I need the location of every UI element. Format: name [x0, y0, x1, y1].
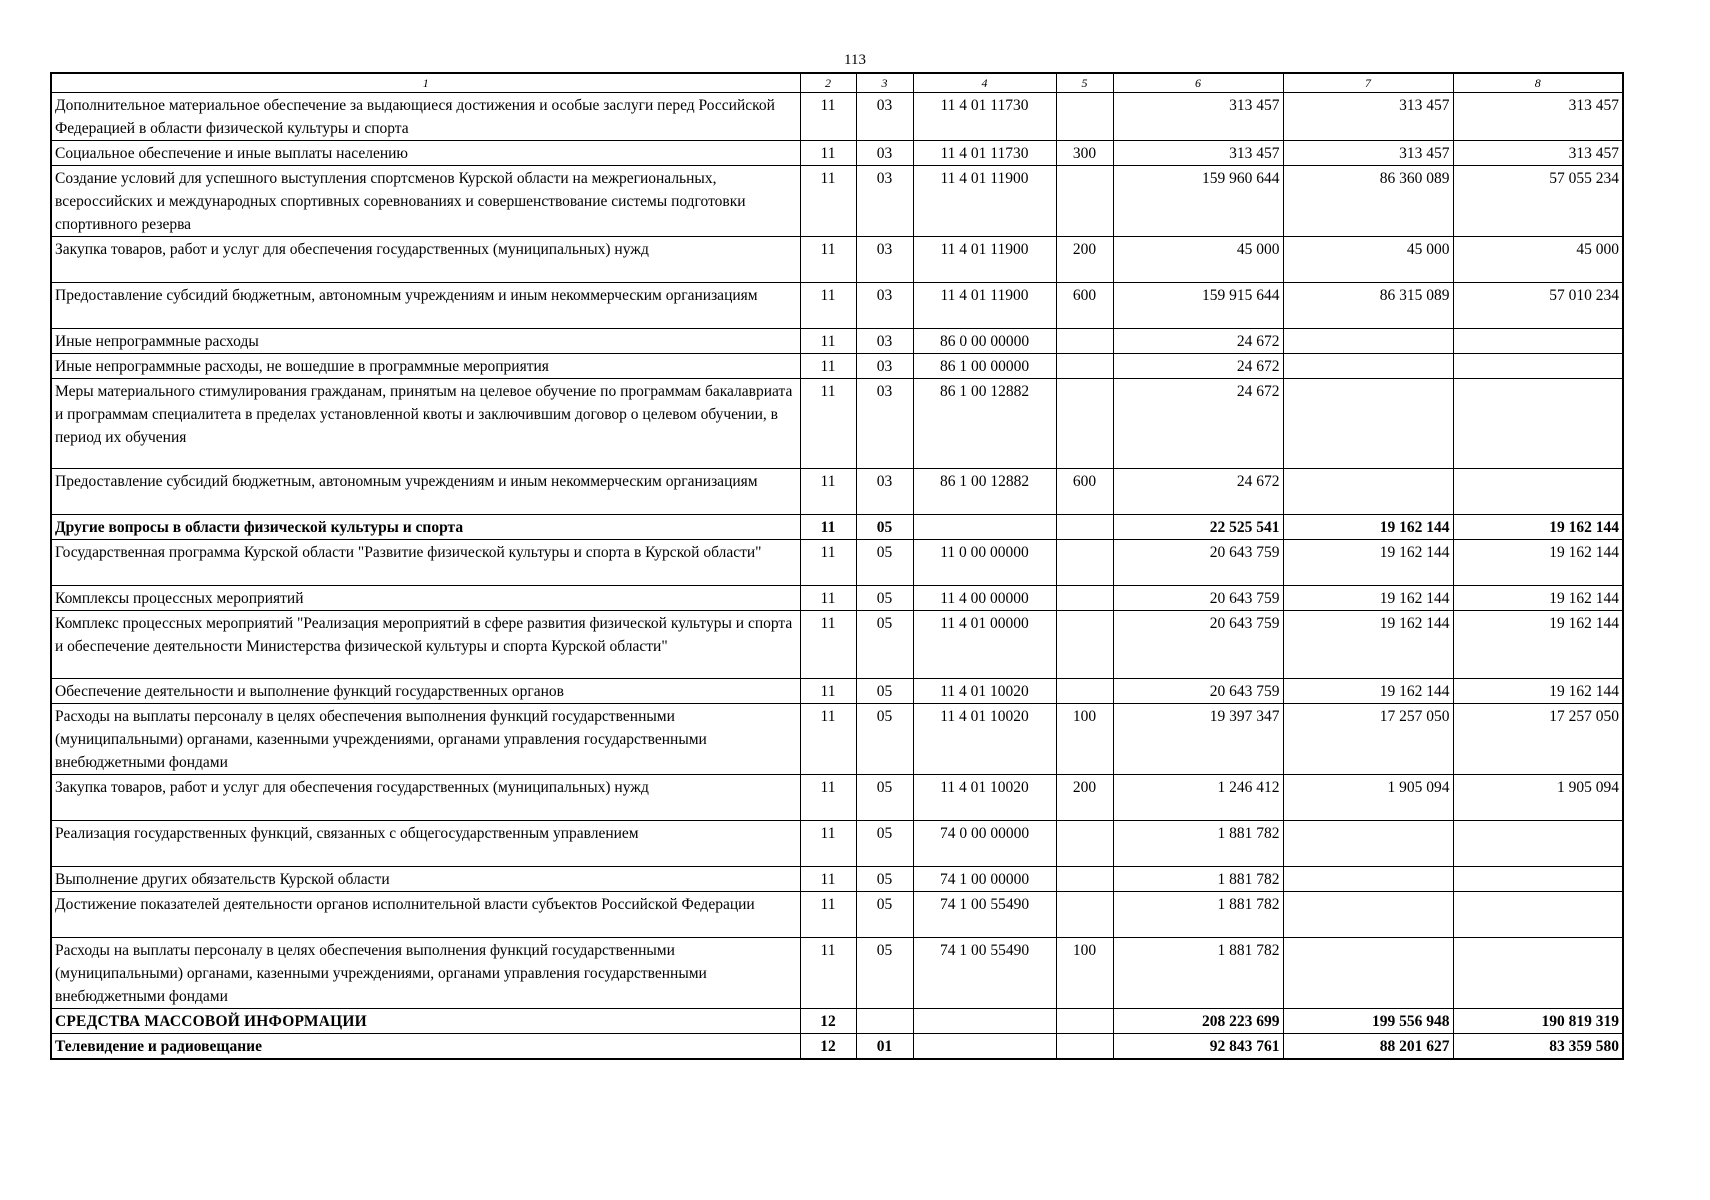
row-name: Закупка товаров, работ и услуг для обеспечения государственных (муниципальных) нужд: [51, 775, 800, 821]
subsection-code: 05: [856, 679, 913, 704]
expense-type-code: [1056, 1009, 1113, 1034]
target-article-code: 74 1 00 00000: [913, 867, 1056, 892]
row-name: Предоставление субсидий бюджетным, автономным учреждениям и иным некоммерческим организациям: [51, 283, 800, 329]
expense-type-code: 600: [1056, 469, 1113, 515]
amount-col-6: 1 881 782: [1113, 938, 1283, 1009]
amount-col-6: 159 915 644: [1113, 283, 1283, 329]
amount-col-8: 57 055 234: [1453, 166, 1623, 237]
amount-col-8: 19 162 144: [1453, 540, 1623, 586]
subsection-code: 03: [856, 237, 913, 283]
section-code: 11: [800, 679, 856, 704]
target-article-code: 11 4 01 11730: [913, 93, 1056, 141]
amount-col-6: 22 525 541: [1113, 515, 1283, 540]
subsection-code: 05: [856, 611, 913, 679]
section-code: 11: [800, 379, 856, 469]
amount-col-6: 1 881 782: [1113, 892, 1283, 938]
amount-col-8: 45 000: [1453, 237, 1623, 283]
expense-type-code: [1056, 515, 1113, 540]
amount-col-6: 208 223 699: [1113, 1009, 1283, 1034]
amount-col-7: 86 315 089: [1283, 283, 1453, 329]
section-code: 11: [800, 283, 856, 329]
expense-type-code: [1056, 867, 1113, 892]
amount-col-6: 24 672: [1113, 329, 1283, 354]
amount-col-6: 20 643 759: [1113, 679, 1283, 704]
target-article-code: 74 1 00 55490: [913, 892, 1056, 938]
target-article-code: [913, 515, 1056, 540]
section-code: 11: [800, 704, 856, 775]
table-row: [51, 354, 1623, 379]
amount-col-7: 19 162 144: [1283, 679, 1453, 704]
amount-col-7: 45 000: [1283, 237, 1453, 283]
amount-col-7: 19 162 144: [1283, 515, 1453, 540]
amount-col-6: 24 672: [1113, 379, 1283, 469]
row-name: Другие вопросы в области физической культуры и спорта: [51, 515, 800, 540]
column-number: 4: [913, 73, 1056, 93]
row-name: Дополнительное материальное обеспечение за выдающиеся достижения и особые заслуги перед Российской Федерацией в области физической культуры и спорта: [51, 93, 800, 141]
section-code: 11: [800, 540, 856, 586]
amount-col-6: 1 881 782: [1113, 867, 1283, 892]
section-code: 11: [800, 329, 856, 354]
row-name: Иные непрограммные расходы: [51, 329, 800, 354]
subsection-code: 03: [856, 469, 913, 515]
amount-col-6: 1 881 782: [1113, 821, 1283, 867]
amount-col-7: [1283, 329, 1453, 354]
column-number: 7: [1283, 73, 1453, 93]
amount-col-7: 199 556 948: [1283, 1009, 1453, 1034]
amount-col-7: [1283, 379, 1453, 469]
column-number: 6: [1113, 73, 1283, 93]
section-code: 12: [800, 1034, 856, 1060]
amount-col-7: 313 457: [1283, 93, 1453, 141]
table-row: [51, 93, 1623, 141]
amount-col-7: 19 162 144: [1283, 540, 1453, 586]
subsection-code: 03: [856, 329, 913, 354]
table-row: [51, 611, 1623, 679]
expense-type-code: [1056, 892, 1113, 938]
target-article-code: 11 4 01 10020: [913, 704, 1056, 775]
expense-type-code: [1056, 329, 1113, 354]
target-article-code: 11 4 00 00000: [913, 586, 1056, 611]
section-code: 11: [800, 141, 856, 166]
amount-col-7: 17 257 050: [1283, 704, 1453, 775]
expense-type-code: 300: [1056, 141, 1113, 166]
target-article-code: 11 4 01 11900: [913, 283, 1056, 329]
amount-col-6: 19 397 347: [1113, 704, 1283, 775]
table-row: [51, 586, 1623, 611]
section-code: 12: [800, 1009, 856, 1034]
section-code: 11: [800, 515, 856, 540]
amount-col-8: [1453, 469, 1623, 515]
amount-col-6: 24 672: [1113, 469, 1283, 515]
row-name: Государственная программа Курской области "Развитие физической культуры и спорта в Курской области": [51, 540, 800, 586]
expense-type-code: [1056, 1034, 1113, 1060]
amount-col-7: [1283, 354, 1453, 379]
amount-col-6: 20 643 759: [1113, 611, 1283, 679]
subsection-code: 05: [856, 938, 913, 1009]
subsection-code: 03: [856, 141, 913, 166]
column-number: 1: [51, 73, 800, 93]
row-name: Социальное обеспечение и иные выплаты населению: [51, 141, 800, 166]
amount-col-6: 20 643 759: [1113, 586, 1283, 611]
table-row: [51, 237, 1623, 283]
subsection-code: 05: [856, 821, 913, 867]
column-number-row: [51, 73, 1623, 93]
expense-type-code: [1056, 821, 1113, 867]
subsection-code: 01: [856, 1034, 913, 1060]
amount-col-8: [1453, 821, 1623, 867]
amount-col-6: 24 672: [1113, 354, 1283, 379]
amount-col-8: [1453, 379, 1623, 469]
table-row: [51, 283, 1623, 329]
table-row: [51, 515, 1623, 540]
amount-col-6: 92 843 761: [1113, 1034, 1283, 1060]
table-row: [51, 1009, 1623, 1034]
expense-type-code: [1056, 679, 1113, 704]
subsection-code: 05: [856, 867, 913, 892]
row-name: Комплексы процессных мероприятий: [51, 586, 800, 611]
section-code: 11: [800, 237, 856, 283]
row-name: Создание условий для успешного выступления спортсменов Курской области на межрегиональных, всероссийских и международных спортивных соревнованиях и совершенствование системы подготовки спортивного резерва: [51, 166, 800, 237]
subsection-code: 03: [856, 379, 913, 469]
amount-col-7: 313 457: [1283, 141, 1453, 166]
amount-col-7: 86 360 089: [1283, 166, 1453, 237]
subsection-code: 05: [856, 586, 913, 611]
amount-col-7: [1283, 892, 1453, 938]
page-number: 113: [844, 52, 866, 68]
amount-col-8: 313 457: [1453, 141, 1623, 166]
row-name: Закупка товаров, работ и услуг для обеспечения государственных (муниципальных) нужд: [51, 237, 800, 283]
section-code: 11: [800, 821, 856, 867]
budget-table: [50, 72, 1624, 1060]
amount-col-8: 19 162 144: [1453, 586, 1623, 611]
expense-type-code: 200: [1056, 775, 1113, 821]
amount-col-6: 159 960 644: [1113, 166, 1283, 237]
section-code: 11: [800, 354, 856, 379]
target-article-code: 11 4 01 00000: [913, 611, 1056, 679]
subsection-code: [856, 1009, 913, 1034]
target-article-code: 74 0 00 00000: [913, 821, 1056, 867]
expense-type-code: [1056, 354, 1113, 379]
subsection-code: 03: [856, 283, 913, 329]
table-row: [51, 141, 1623, 166]
section-code: 11: [800, 611, 856, 679]
amount-col-7: 88 201 627: [1283, 1034, 1453, 1060]
row-name: Достижение показателей деятельности органов исполнительной власти субъектов Российской Федерации: [51, 892, 800, 938]
target-article-code: [913, 1009, 1056, 1034]
row-name: Расходы на выплаты персоналу в целях обеспечения выполнения функций государственными (муниципальными) органами, казенными учреждениями, органами управления государственными внебюджетными фондами: [51, 704, 800, 775]
row-name: Комплекс процессных мероприятий "Реализация мероприятий в сфере развития физической культуры и спорта и обеспечение деятельности Министерства физической культуры и спорта Курской области": [51, 611, 800, 679]
amount-col-8: 17 257 050: [1453, 704, 1623, 775]
column-number: 3: [856, 73, 913, 93]
expense-type-code: [1056, 611, 1113, 679]
row-name: Обеспечение деятельности и выполнение функций государственных органов: [51, 679, 800, 704]
amount-col-8: 83 359 580: [1453, 1034, 1623, 1060]
amount-col-6: 313 457: [1113, 141, 1283, 166]
expense-type-code: [1056, 93, 1113, 141]
target-article-code: 11 4 01 10020: [913, 679, 1056, 704]
subsection-code: 05: [856, 515, 913, 540]
amount-col-6: 45 000: [1113, 237, 1283, 283]
table-row: [51, 938, 1623, 1009]
amount-col-8: 57 010 234: [1453, 283, 1623, 329]
table-row: [51, 775, 1623, 821]
amount-col-8: 19 162 144: [1453, 679, 1623, 704]
expense-type-code: [1056, 540, 1113, 586]
section-code: 11: [800, 166, 856, 237]
subsection-code: 05: [856, 892, 913, 938]
row-name: Выполнение других обязательств Курской области: [51, 867, 800, 892]
expense-type-code: 600: [1056, 283, 1113, 329]
target-article-code: 86 1 00 12882: [913, 469, 1056, 515]
expense-type-code: 100: [1056, 704, 1113, 775]
amount-col-8: [1453, 892, 1623, 938]
table-row: [51, 329, 1623, 354]
target-article-code: 86 1 00 00000: [913, 354, 1056, 379]
target-article-code: [913, 1034, 1056, 1060]
row-name: Меры материального стимулирования гражданам, принятым на целевое обучение по программам бакалавриата и программам специалитета в пределах установленной квоты и заключившим договор о целевом обучении, в период их обучения: [51, 379, 800, 469]
expense-type-code: [1056, 166, 1113, 237]
amount-col-8: 1 905 094: [1453, 775, 1623, 821]
amount-col-7: 19 162 144: [1283, 611, 1453, 679]
expense-type-code: [1056, 586, 1113, 611]
column-number: 5: [1056, 73, 1113, 93]
amount-col-8: [1453, 354, 1623, 379]
row-name: Телевидение и радиовещание: [51, 1034, 800, 1060]
subsection-code: 05: [856, 775, 913, 821]
target-article-code: 11 4 01 11900: [913, 237, 1056, 283]
table-row: [51, 1034, 1623, 1060]
subsection-code: 05: [856, 540, 913, 586]
subsection-code: 05: [856, 704, 913, 775]
table-row: [51, 166, 1623, 237]
table-row: [51, 679, 1623, 704]
target-article-code: 86 0 00 00000: [913, 329, 1056, 354]
amount-col-7: [1283, 469, 1453, 515]
amount-col-8: 19 162 144: [1453, 515, 1623, 540]
table-row: [51, 821, 1623, 867]
amount-col-8: [1453, 938, 1623, 1009]
column-number: 8: [1453, 73, 1623, 93]
amount-col-7: 1 905 094: [1283, 775, 1453, 821]
column-number: 2: [800, 73, 856, 93]
target-article-code: 11 4 01 11730: [913, 141, 1056, 166]
section-code: 11: [800, 93, 856, 141]
amount-col-7: [1283, 938, 1453, 1009]
amount-col-6: 1 246 412: [1113, 775, 1283, 821]
target-article-code: 86 1 00 12882: [913, 379, 1056, 469]
expense-type-code: [1056, 379, 1113, 469]
subsection-code: 03: [856, 354, 913, 379]
table-row: [51, 379, 1623, 469]
section-code: 11: [800, 938, 856, 1009]
amount-col-8: 313 457: [1453, 93, 1623, 141]
amount-col-8: 190 819 319: [1453, 1009, 1623, 1034]
amount-col-8: [1453, 329, 1623, 354]
row-name: СРЕДСТВА МАССОВОЙ ИНФОРМАЦИИ: [51, 1009, 800, 1034]
target-article-code: 11 0 00 00000: [913, 540, 1056, 586]
section-code: 11: [800, 469, 856, 515]
row-name: Расходы на выплаты персоналу в целях обеспечения выполнения функций государственными (муниципальными) органами, казенными учреждениями, органами управления государственными внебюджетными фондами: [51, 938, 800, 1009]
target-article-code: 74 1 00 55490: [913, 938, 1056, 1009]
amount-col-8: [1453, 867, 1623, 892]
row-name: Реализация государственных функций, связанных с общегосударственным управлением: [51, 821, 800, 867]
row-name: Иные непрограммные расходы, не вошедшие в программные мероприятия: [51, 354, 800, 379]
table-row: [51, 704, 1623, 775]
subsection-code: 03: [856, 166, 913, 237]
amount-col-7: [1283, 867, 1453, 892]
amount-col-6: 313 457: [1113, 93, 1283, 141]
section-code: 11: [800, 892, 856, 938]
subsection-code: 03: [856, 93, 913, 141]
amount-col-6: 20 643 759: [1113, 540, 1283, 586]
expense-type-code: 100: [1056, 938, 1113, 1009]
expense-type-code: 200: [1056, 237, 1113, 283]
target-article-code: 11 4 01 11900: [913, 166, 1056, 237]
table-row: [51, 867, 1623, 892]
amount-col-8: 19 162 144: [1453, 611, 1623, 679]
table-row: [51, 540, 1623, 586]
amount-col-7: 19 162 144: [1283, 586, 1453, 611]
target-article-code: 11 4 01 10020: [913, 775, 1056, 821]
section-code: 11: [800, 867, 856, 892]
table-row: [51, 892, 1623, 938]
row-name: Предоставление субсидий бюджетным, автономным учреждениям и иным некоммерческим организациям: [51, 469, 800, 515]
table-row: [51, 469, 1623, 515]
section-code: 11: [800, 586, 856, 611]
amount-col-7: [1283, 821, 1453, 867]
section-code: 11: [800, 775, 856, 821]
